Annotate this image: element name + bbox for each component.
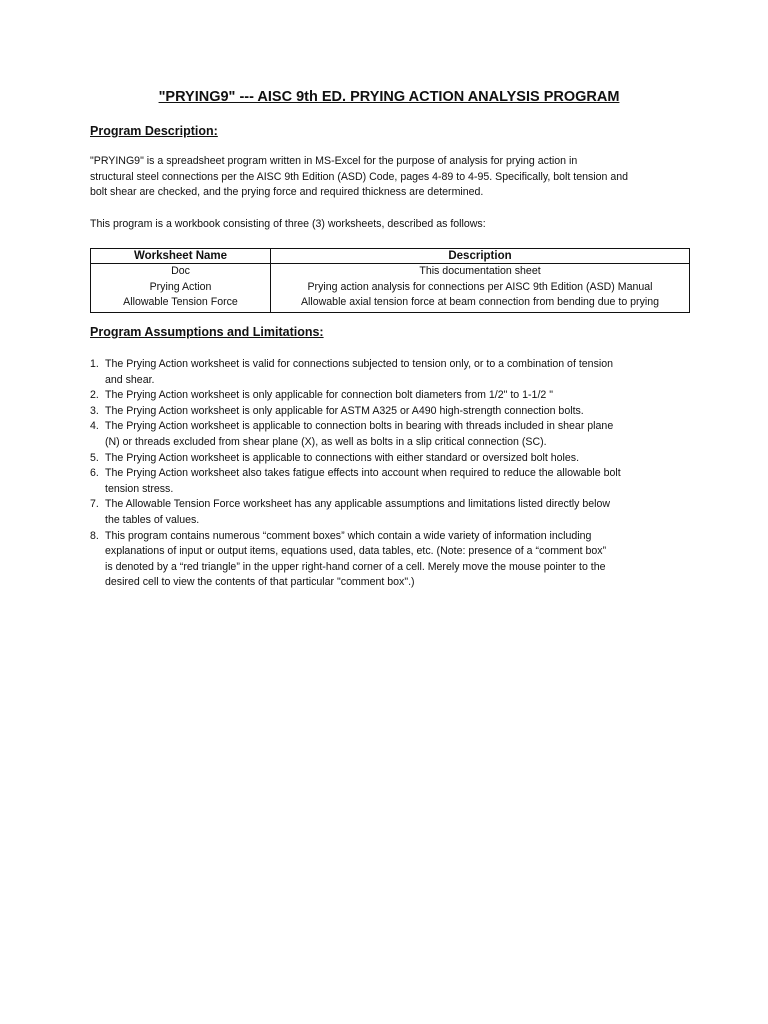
table-header-row	[91, 249, 690, 264]
worksheet-table	[90, 248, 690, 313]
worksheet-description-cell: Prying action analysis for connections per AISC 9th Edition (ASD) Manual	[271, 280, 690, 296]
list-item-number: 1.	[90, 358, 99, 370]
list-item	[90, 404, 690, 420]
description-line: bolt shear are checked, and the prying force and required thickness are determined.	[90, 186, 484, 199]
assumptions-heading: Program Assumptions and Limitations:	[90, 325, 324, 339]
description-line: structural steel connections per the AISC 9th Edition (ASD) Code, pages 4-89 to 4-95. Specifically, bolt tension and	[90, 170, 629, 183]
list-item-line: The Prying Action worksheet is applicable to connection bolts in bearing with threads included in shear plane	[105, 420, 614, 433]
list-item-line: explanations of input or output items, equations used, data tables, etc. (Note: presence of a “comment box”	[105, 545, 607, 558]
list-item-line: the tables of values.	[105, 513, 200, 526]
list-item-number: 5.	[90, 451, 99, 464]
worksheet-name-cell: Doc	[91, 264, 271, 280]
list-item	[90, 419, 690, 450]
list-item-line: tension stress.	[105, 482, 174, 495]
list-item-line: The Prying Action worksheet is valid for connections subjected to tension only, or to a combination of tension	[105, 358, 613, 370]
list-item-line: is denoted by a “red triangle” in the upper right-hand corner of a cell. Merely move the mouse pointer to the	[105, 560, 606, 573]
list-item-line: The Allowable Tension Force worksheet has any applicable assumptions and limitations listed directly below	[105, 498, 611, 511]
worksheet-description-cell: This documentation sheet	[271, 264, 690, 280]
list-item-number: 4.	[90, 420, 99, 433]
program-description-heading: Program Description:	[90, 124, 218, 138]
worksheet-name-cell: Prying Action	[91, 280, 271, 296]
worksheet-name-cell: Allowable Tension Force	[91, 295, 271, 312]
list-item-number: 6.	[90, 467, 99, 480]
list-item-line: This program contains numerous “comment boxes” which contain a wide variety of information including	[105, 529, 592, 542]
program-description-paragraph	[90, 154, 680, 201]
assumptions-list	[90, 357, 690, 591]
list-item-number: 7.	[90, 498, 99, 511]
list-item	[90, 388, 690, 404]
list-item-line: (N) or threads excluded from shear plane (X), as well as bolts in a slip critical connection (SC).	[105, 435, 547, 448]
document-title: "PRYING9" --- AISC 9th ED. PRYING ACTION ANALYSIS PROGRAM	[158, 89, 620, 105]
list-item-line: The Prying Action worksheet is only applicable for ASTM A325 or A490 high-strength connection bolts.	[105, 404, 584, 417]
list-item	[90, 497, 690, 528]
workbook-intro-text: This program is a workbook consisting of three (3) worksheets, described as follows:	[90, 218, 486, 230]
list-item	[90, 466, 690, 497]
worksheet-description-cell: Allowable axial tension force at beam connection from bending due to prying	[271, 295, 690, 312]
list-item-line: desired cell to view the contents of that particular "comment box".)	[105, 576, 415, 589]
worksheet-name-header: Worksheet Name	[91, 249, 271, 264]
description-header: Description	[271, 249, 690, 264]
description-line: "PRYING9" is a spreadsheet program written in MS-Excel for the purpose of analysis for prying action in	[90, 155, 578, 167]
table-row	[91, 264, 690, 280]
table-row	[91, 280, 690, 296]
list-item	[90, 529, 690, 591]
list-item-line: and shear.	[105, 373, 155, 386]
workbook-intro	[90, 217, 680, 233]
list-item	[90, 451, 690, 467]
list-item-line: The Prying Action worksheet also takes fatigue effects into account when required to reduce the allowable bolt	[105, 467, 621, 480]
table-row	[91, 295, 690, 312]
list-item	[90, 357, 690, 388]
list-item-number: 8.	[90, 529, 99, 542]
list-item-number: 2.	[90, 389, 99, 402]
list-item-line: The Prying Action worksheet is applicable to connections with either standard or oversized bolt holes.	[105, 451, 580, 464]
list-item-number: 3.	[90, 404, 99, 417]
list-item-line: The Prying Action worksheet is only applicable for connection bolt diameters from 1/2" to 1-1/2 "	[105, 389, 553, 402]
